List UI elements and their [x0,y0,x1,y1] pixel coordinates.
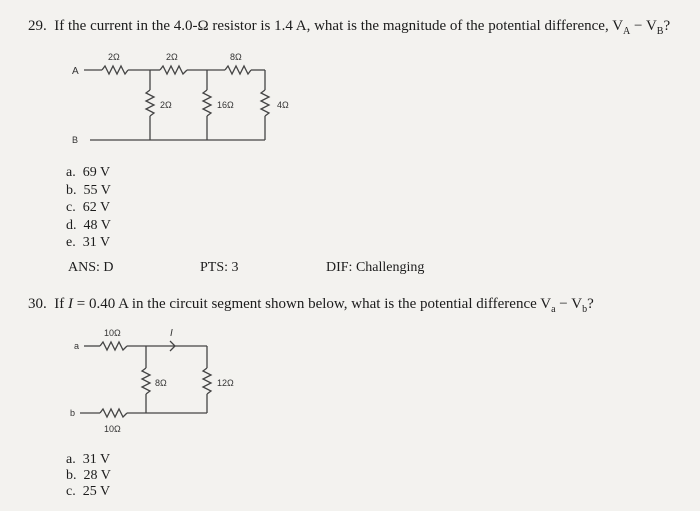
q30-sub-b: b [582,304,588,315]
q29-text: If the current in the 4.0-Ω resistor is 1.4 A, what is the magnitude of the potential difference, V [54,18,624,34]
q29-label-r-v1: 2Ω [160,100,172,110]
q29-label-r-top1: 2Ω [108,52,120,62]
q30-choice-c [66,484,111,500]
q29-label-r-v2: 16Ω [217,100,234,110]
choice-letter: a. [66,452,76,467]
q30-resistor-v2 [203,368,211,394]
choice-value: 48 V [83,217,111,233]
q30-node-b: b [70,408,76,418]
choice-letter: a. [66,165,76,180]
q30-sub-a: a [551,304,556,315]
q30-resistor-v1 [142,368,150,394]
q29-minus: − V [630,18,657,34]
q30-label-r-v1: 8Ω [155,378,167,388]
choice-letter: c. [66,200,76,215]
choice-letter: c. [66,484,76,499]
choice-value: 69 V [82,165,111,180]
q29-label-r-top3: 8Ω [230,52,242,62]
q30-minus: − V [555,296,583,312]
q29-sub-b: B [656,26,664,37]
q30-label-r-bottom: 10Ω [104,424,121,434]
q30-label-current: I [170,328,173,339]
q30-choices [66,452,111,500]
choice-value: 25 V [82,484,111,499]
q30-node-a: a [74,341,80,351]
q29-label-r-v3: 4Ω [277,100,289,110]
q30-text-mid: = 0.40 A in the circuit segment shown below, what is the potential difference V [73,296,552,312]
choice-letter: d. [66,217,77,233]
q29-difficulty: DIF: Challenging [326,260,425,275]
q29-number: 29. [28,18,47,34]
choice-value: 28 V [83,468,111,483]
choice-value: 31 V [82,452,111,467]
q29-points: PTS: 3 [200,260,239,275]
choice-letter: b. [66,468,77,483]
q30-label-r-top: 10Ω [104,328,121,338]
choice-letter: e. [66,235,76,250]
q29-node-a: A [72,66,79,77]
q29-answer: ANS: D [68,260,114,275]
choice-letter: b. [66,182,77,198]
choice-value: 55 V [83,182,111,198]
q30-resistor-top [100,342,127,350]
q29-node-b: B [72,135,79,145]
q30-resistor-bottom [100,409,127,417]
q30-choice-b [66,468,111,484]
q30-text-pre: If [54,296,68,312]
q30-number: 30. [28,296,47,312]
q29-sub-a: A [623,26,631,37]
q30-choice-a [66,452,111,468]
q30-end: ? [587,296,594,312]
q29-end: ? [663,18,671,34]
q30-label-r-v2: 12Ω [217,378,234,388]
q30-i-symbol: I [68,296,73,312]
q29-label-r-top2: 2Ω [166,52,178,62]
choice-value: 31 V [82,235,111,250]
choice-value: 62 V [82,200,111,215]
